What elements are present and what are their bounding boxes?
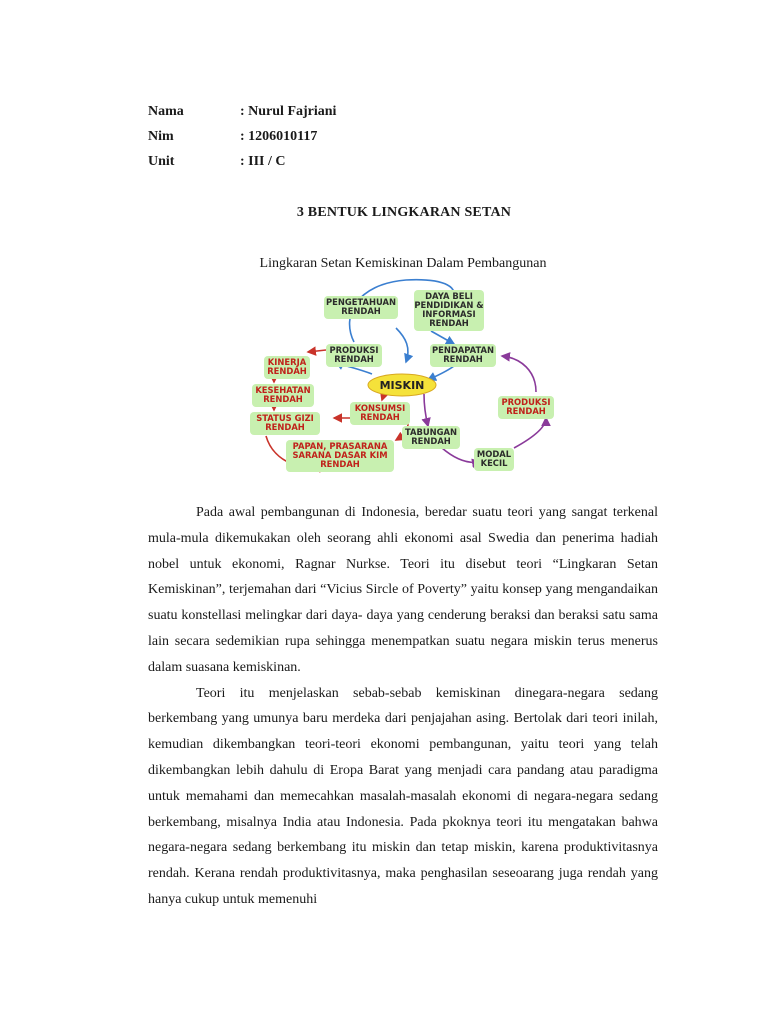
node-label: RENDAH [265, 422, 305, 432]
diagram-node-kesehatan [252, 384, 314, 407]
info-value: : III / C [240, 154, 286, 169]
document-title: 3 BENTUK LINGKARAN SETAN [296, 205, 512, 220]
arrow [424, 394, 428, 426]
node-label: STATUS GIZI [256, 413, 314, 423]
arrow [428, 366, 454, 380]
node-label: MODAL [476, 449, 512, 459]
node-label: RENDAH [506, 406, 546, 416]
node-label: KECIL [480, 458, 508, 468]
arrow [514, 418, 546, 448]
arrow [396, 328, 408, 362]
paragraph: Pada awal pembangunan di Indonesia, beredar suatu teori yang sangat terkenal mula-mula dikemukakan oleh seorang ahli ekonomi asal Swedia dan penerima hadiah nobel untuk ekonomi, Ragnar Nurkse. Teori itu disebut teori “Lingkaran Setan Kemiskinan”, terjemahan dari “Vicius Sircle of Poverty” yaitu konsep yang mengandaikan suatu konstellasi melingkar dari daya- daya yang cenderung beraksi dan beraksi satu sama lain secara sedemikian rupa sehingga menempatkan suatu negara miskin terus menerus dalam suasana kemiskinan. [148, 505, 658, 675]
node-label: RENDAH [341, 306, 381, 316]
node-label: PENDAPATAN [431, 345, 495, 355]
info-label: Nim [148, 129, 174, 144]
diagram-node-daya-beli [414, 290, 484, 331]
info-value: : 1206010117 [240, 129, 318, 144]
diagram-node-produksi-left [326, 344, 382, 367]
node-label: SARANA DASAR KIM [292, 450, 388, 460]
node-label: RENDAH [320, 459, 360, 469]
node-label: RENDAH [267, 366, 307, 376]
node-label: PRODUKSI [501, 397, 551, 407]
diagram-node-produksi-right [498, 396, 554, 419]
node-label: PAPAN, PRASARANA [292, 441, 388, 451]
diagram-node-modal [474, 448, 514, 471]
paragraph: Teori itu menjelaskan sebab-sebab kemiskinan dinegara-negara sedang berkembang yang umunya baru merdeka dari penjajahan asing. Bertolak dari teori inilah, kemudian dikembangkan teori-teori ekonomi pembangunan, yaitu teori yang telah dikembangkan lebih dahulu di Eropa Barat yang menjadi cara pandang atau paradigma untuk memahami dan memecahkan masalah-masalah ekonomi di negara-negara sedang berkembang, misalnya India atau Indonesia. Pada pkoknya teori itu mengatakan bahwa negara-negara sedang berkembang itu miskin dan tetap miskin, karena produktivitasnya rendah. Kerana rendah produktivitasnya, maka penghasilan seseoarang juga rendah yang hanya cukup untuk memenuhi [148, 685, 658, 907]
vicious-circle-diagram [246, 276, 566, 486]
info-value: : Nurul Fajriani [240, 104, 337, 119]
diagram-node-konsumsi [350, 402, 410, 425]
node-label: RENDAH [334, 354, 374, 364]
node-label: DAYA BELI [425, 291, 473, 301]
node-label: RENDAH [360, 412, 400, 422]
node-label: RENDAH [411, 436, 451, 446]
node-label: RENDAH [263, 394, 303, 404]
diagram-node-pendapatan [430, 344, 496, 367]
node-label: PRODUKSI [329, 345, 379, 355]
node-label: PENGETAHUAN [325, 297, 397, 307]
node-label: KONSUMSI [354, 403, 406, 413]
diagram-node-kinerja [264, 356, 310, 379]
node-label: INFORMASI [422, 309, 476, 319]
diagram-node-status-gizi [250, 412, 320, 435]
node-label: RENDAH [429, 318, 469, 328]
info-label: Nama [148, 104, 184, 119]
arrow [308, 350, 326, 352]
arrow [431, 331, 454, 344]
node-label: PENDIDIKAN & [414, 300, 484, 310]
figure-caption: Lingkaran Setan Kemiskinan Dalam Pembangunan [259, 256, 547, 271]
node-label: KESEHATAN [255, 385, 311, 395]
diagram-node-pengetahuan [324, 296, 398, 319]
center-label: MISKIN [379, 379, 425, 392]
info-label: Unit [148, 154, 175, 169]
diagram-center-miskin [368, 374, 436, 396]
node-label: RENDAH [443, 354, 483, 364]
body-text [148, 500, 658, 913]
arrow [502, 356, 536, 392]
node-label: KINERJA [267, 357, 307, 367]
diagram-node-tabungan [402, 426, 460, 449]
node-label: TABUNGAN [404, 427, 458, 437]
diagram-node-papan [286, 440, 394, 472]
